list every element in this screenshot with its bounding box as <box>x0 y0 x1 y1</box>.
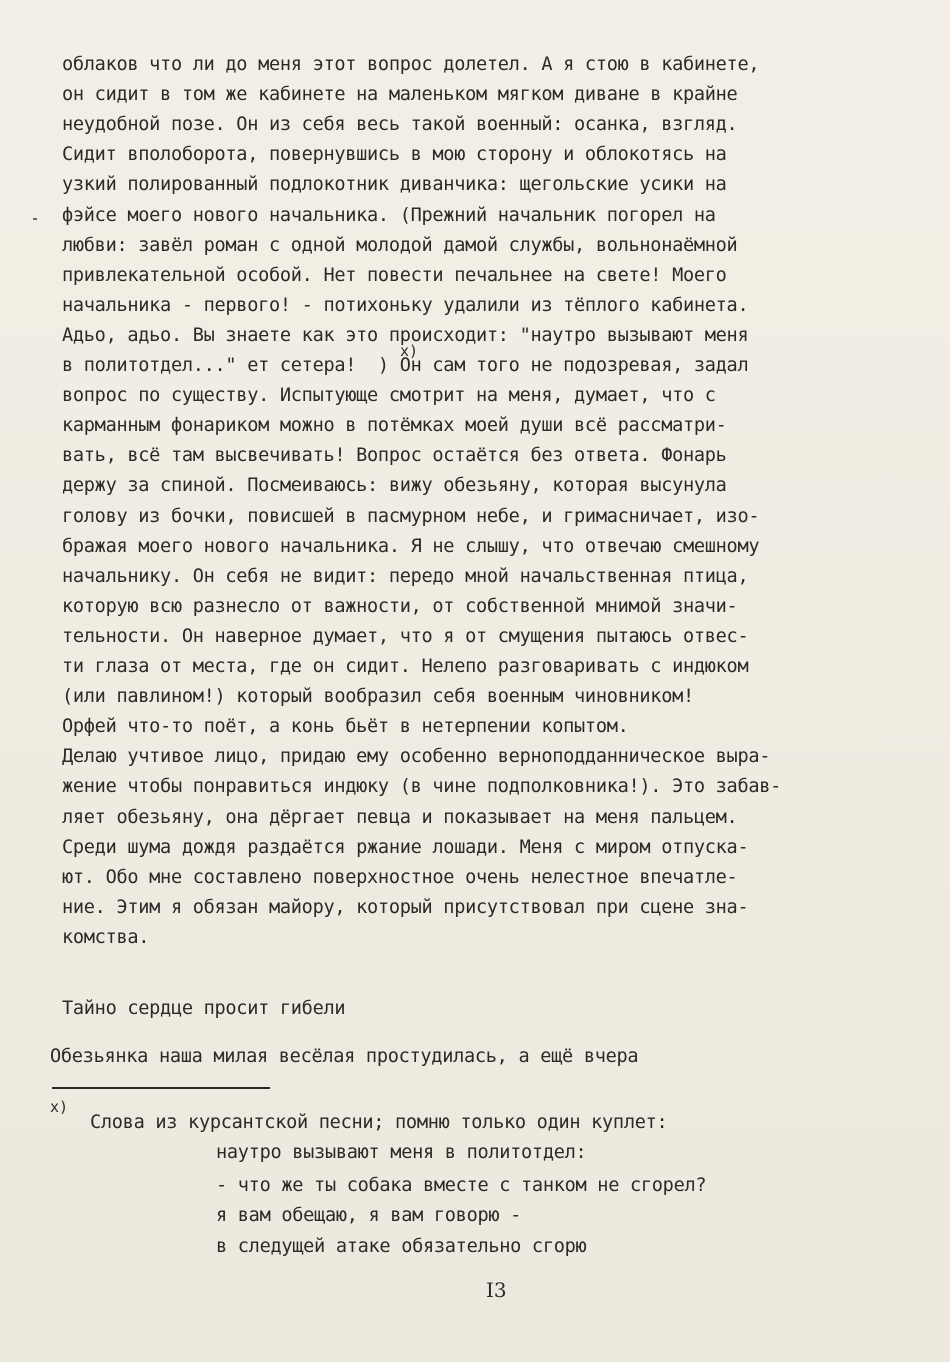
text-line: неудобной позе. Он из себя весь такой военный: осанка, взгляд. <box>62 114 738 136</box>
footnote-marker: x) <box>50 1098 69 1116</box>
text-line: ние. Этим я обязан майору, который присутствовал при сцене зна- <box>62 896 749 918</box>
text-line: которую всю разнесло от важности, от собственной мнимой значи- <box>62 595 738 617</box>
text-line: в политотдел..." ет сетера! ) Он сам того не подозревая, задал <box>62 355 749 376</box>
margin-mark <box>33 218 37 220</box>
text-line: держу за спиной. Посмеиваюсь: вижу обезьяну, которая высунула <box>62 475 727 497</box>
text-line: Сидит вполоборота, повернувшись в мою сторону и облокотясь на <box>62 144 727 166</box>
text-line: карманным фонариком можно в потёмках моей души всё рассматри- <box>62 415 727 437</box>
text-line: облаков что ли до меня этот вопрос долетел. А я стою в кабинете, <box>62 54 760 75</box>
text-line: Делаю учтивое лицо, придаю ему особенно верноподданническое выра- <box>62 746 771 768</box>
text-line: голову из бочки, повисшей в пасмурном небе, и гримасничает, изо- <box>62 505 760 527</box>
text-line: тельности. Он наверное думает, что я от смущения пытаюсь отвес- <box>62 625 749 647</box>
text-line: узкий полированный подлокотник диванчика: щегольские усики на <box>62 174 727 196</box>
footnote-reference-marker: x) <box>400 342 419 360</box>
song-line: в следущей атаке обязательно сгорю <box>216 1236 587 1257</box>
text-line: вопрос по существу. Испытующе смотрит на меня, думает, что с <box>62 385 716 407</box>
text-line: Орфей что-то поёт, а конь бьёт в нетерпении копытом. <box>62 716 629 738</box>
page-number: I3 <box>486 1278 507 1302</box>
text-line: начальника - первого! - потихоньку удалили из тёплого кабинета. <box>62 294 749 316</box>
text-line: фэйсе моего нового начальника. (Прежний начальник погорел на <box>62 204 716 226</box>
song-line: наутро вызывают меня в политотдел: <box>216 1142 587 1163</box>
line-continuation: Обезьянка наша милая весёлая простудилась, а ещё вчера <box>50 1046 639 1067</box>
text-line: Среди шума дождя раздаётся ржание лошади. Меня с миром отпуска- <box>62 836 749 858</box>
text-line: комства. <box>62 926 150 948</box>
text-line: Адьо, адьо. Вы знаете как это происходит: "наутро вызывают меня <box>62 324 749 346</box>
text-line: вать, всё там высвечивать! Вопрос остаётся без ответа. Фонарь <box>62 445 727 467</box>
text-line: ти глаза от места, где он сидит. Нелепо разговаривать с индюком <box>62 656 749 677</box>
song-line: я вам обещаю, я вам говорю - <box>216 1205 522 1226</box>
text-line: привлекательной особой. Нет повести печальнее на свете! Моего <box>62 264 727 286</box>
text-line: (или павлином!) который вообразил себя военным чиновником! <box>62 686 694 708</box>
footnote-intro: Слова из курсантской песни; помню только один куплет: <box>90 1112 668 1133</box>
text-line: бражая моего нового начальника. Я не слышу, что отвечаю смешному <box>62 535 760 557</box>
text-line: любви: завёл роман с одной молодой дамой службы, вольнонаёмной <box>62 234 738 256</box>
text-line: ляет обезьяну, она дёргает певца и показывает на меня пальцем. <box>62 806 738 828</box>
line-title: Тайно сердце просит гибели <box>62 998 346 1019</box>
footnote-separator <box>52 1087 270 1089</box>
text-line: жение чтобы понравиться индюку (в чине подполковника!). Это забав- <box>62 776 782 798</box>
text-line: ют. Обо мне составлено поверхностное очень нелестное впечатле- <box>62 866 738 888</box>
text-line: он сидит в том же кабинете на маленьком мягком диване в крайне <box>62 84 738 106</box>
song-line: - что же ты собака вместе с танком не сгорел? <box>216 1175 707 1196</box>
text-line: начальнику. Он себя не видит: передо мной начальственная птица, <box>62 565 749 587</box>
